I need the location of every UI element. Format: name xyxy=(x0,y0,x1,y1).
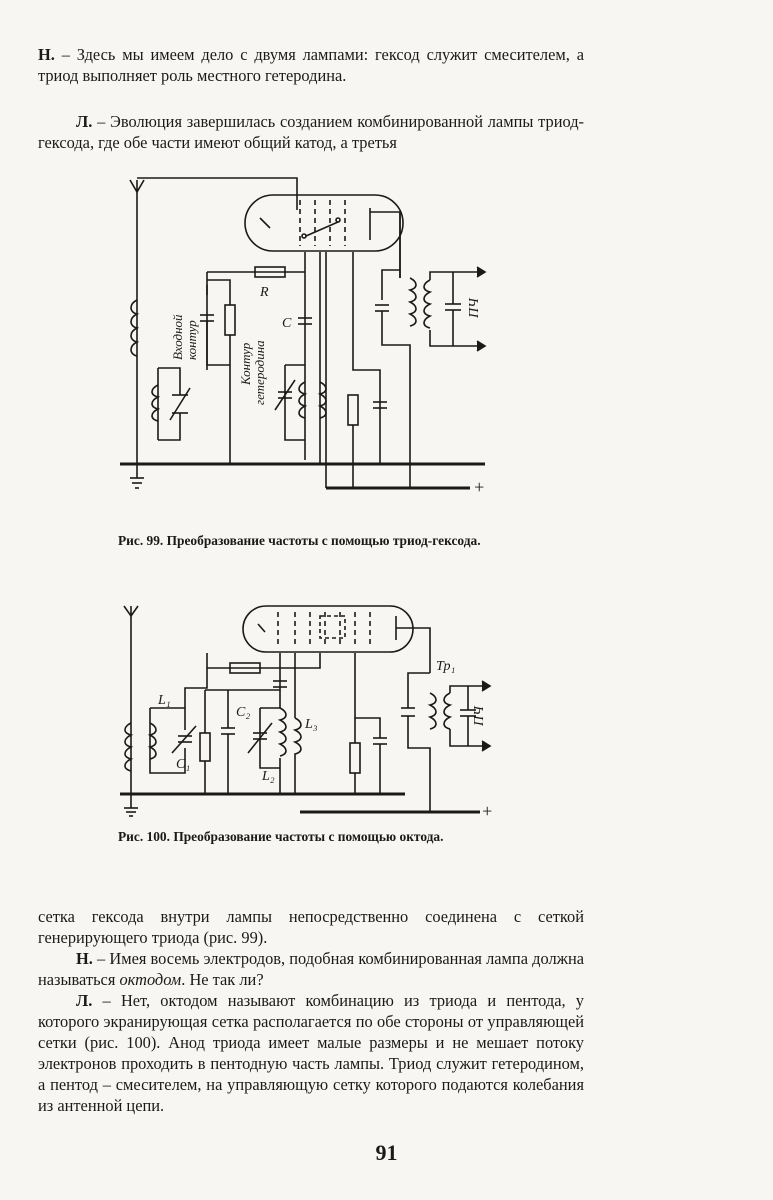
term-octode: октодом xyxy=(119,970,182,989)
paragraph-3: сетка гексода внутри лампы непосредственно соединена с сеткой генерирующего триода (рис. 99). xyxy=(38,907,584,947)
antenna-icon xyxy=(124,606,138,616)
label-plus: + xyxy=(473,477,486,497)
octode-tube xyxy=(243,606,413,652)
speaker-l: Л. xyxy=(76,112,93,131)
figure-99-circuit xyxy=(110,170,500,500)
paragraph-text: – Нет, октодом называют комбинацию из триода и пентода, у которого экранирующая сетка располагается по обе стороны от управляющей сетки (рис. 100). Анод триода имеет малые размеры и не мешает потоку электронов проходить в пентодную часть лампы. Триод служит гетеродином, а пентод – смесителем, на управляющую сетку которого подаются колебания из антенной цепи. xyxy=(38,991,584,1115)
speaker-n: Н. xyxy=(38,45,55,64)
label-resistor-r: R xyxy=(260,285,269,300)
speaker-n: Н. xyxy=(76,949,93,968)
label-capacitor-c: C xyxy=(282,316,292,331)
label-input-circuit-2: контур xyxy=(184,320,199,360)
ground-icon xyxy=(130,464,144,488)
label-if-output: ПЧ xyxy=(472,706,487,726)
label-l2: L₂ xyxy=(262,769,275,784)
label-plus: + xyxy=(481,801,494,821)
paragraph-text-end: . Не так ли? xyxy=(181,970,264,989)
figure-99-caption: Рис. 99. Преобразование частоты с помощью триод-гексода. xyxy=(118,533,481,548)
antenna-icon xyxy=(130,180,144,192)
speaker-l: Л. xyxy=(76,991,93,1010)
label-c1: C₁ xyxy=(176,757,191,772)
figure-100-caption: Рис. 100. Преобразование частоты с помощью октода. xyxy=(118,829,444,844)
triode-hexode-tube xyxy=(245,195,403,251)
paragraph-4 xyxy=(38,948,584,990)
label-c2: C₂ xyxy=(236,705,251,720)
label-transformer: Тр₁ xyxy=(436,659,456,674)
label-heterodyne-circuit-2: гетеродина xyxy=(252,340,267,405)
paragraph-1 xyxy=(38,44,584,86)
label-l1: L₁ xyxy=(158,693,171,708)
paragraph-5 xyxy=(38,990,584,1116)
paragraph-text: – Эволюция завершилась созданием комбинированной лампы триод-гексода, где обе части имеют общий катод, а третья xyxy=(38,112,584,152)
label-heterodyne-circuit: Контур xyxy=(238,342,253,385)
label-l3: L₃ xyxy=(305,717,318,732)
figure-100-circuit xyxy=(110,598,500,823)
label-if-output: ПЧ xyxy=(467,298,482,318)
paragraph-2 xyxy=(38,111,584,153)
paragraph-text: – Здесь мы имеем дело с двумя лампами: гексод служит смесителем, а триод выполняет роль местного гетеродина. xyxy=(38,45,584,85)
label-input-circuit: Входной xyxy=(170,314,185,360)
ground-icon xyxy=(124,794,138,816)
page-number: 91 xyxy=(375,1140,398,1165)
paragraph-text: – Имея восемь электродов, подобная комбинированная лампа должна называться xyxy=(38,949,584,989)
